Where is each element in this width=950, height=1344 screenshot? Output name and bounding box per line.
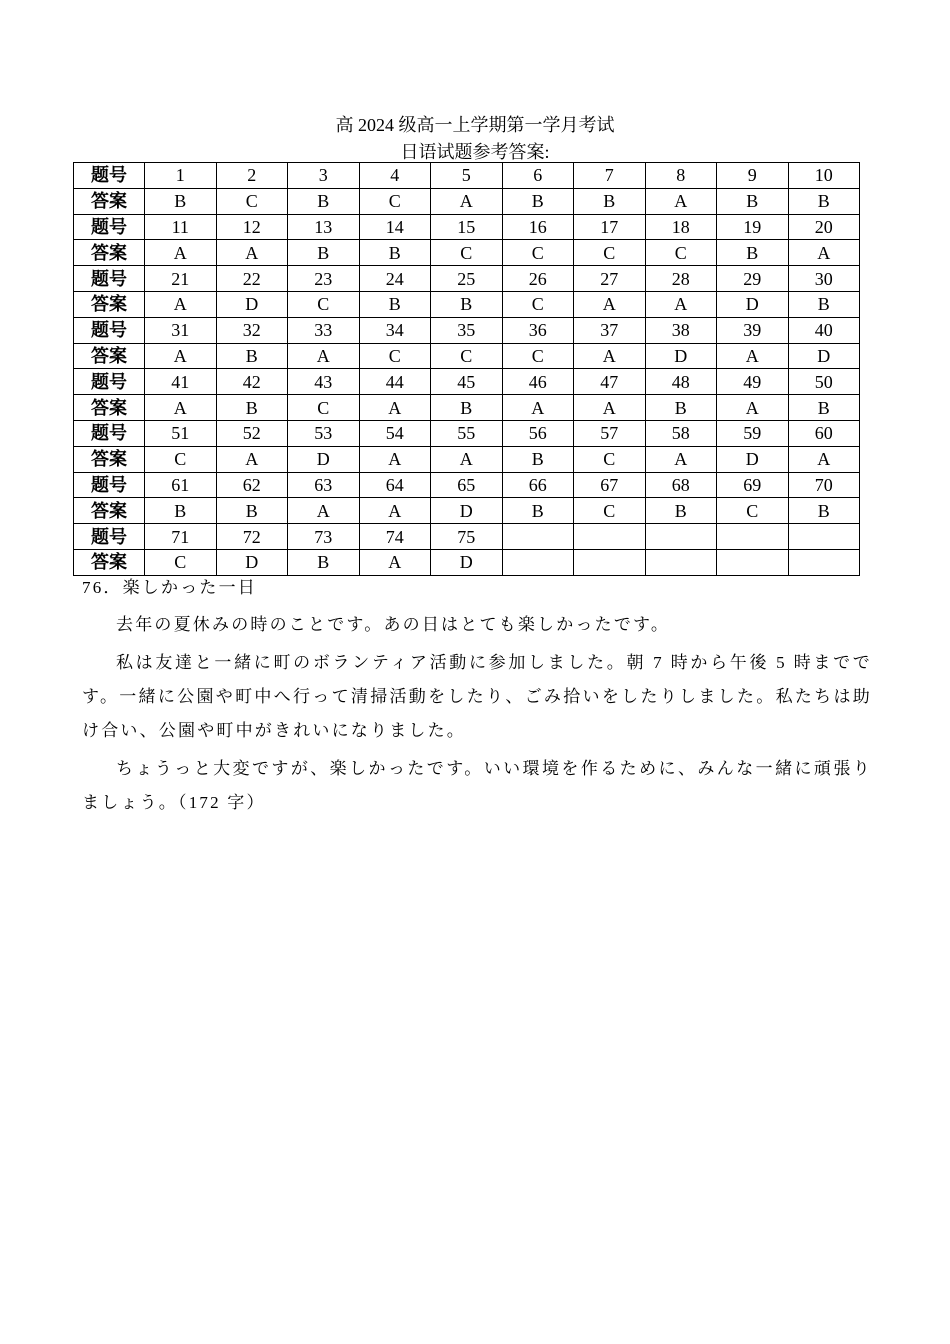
answer-row [74,549,860,575]
answer-cell [645,549,717,575]
answer-cell: B [145,188,217,214]
answer-cell: A [502,395,574,421]
question-number-cell: 62 [216,472,288,498]
question-number-cell: 65 [431,472,503,498]
answer-cell: A [288,343,360,369]
question-number-row [74,420,860,446]
question-number-cell: 74 [359,524,431,550]
answer-cell: A [359,395,431,421]
answer-cell: A [645,446,717,472]
question-number-cell: 60 [788,420,860,446]
question-number-cell: 23 [288,266,360,292]
question-number-cell: 8 [645,163,717,189]
question-number-cell: 67 [574,472,646,498]
answer-cell: B [717,240,789,266]
answer-cell: B [502,498,574,524]
answer-cell: B [216,343,288,369]
question-number-cell: 38 [645,317,717,343]
question-number-row-label: 题号 [74,163,145,189]
question-number-row-label: 题号 [74,420,145,446]
answer-cell: C [431,343,503,369]
answer-cell: B [788,188,860,214]
question-number-cell: 75 [431,524,503,550]
question-number-cell: 14 [359,214,431,240]
question-number-cell: 32 [216,317,288,343]
question-number-row [74,163,860,189]
answer-cell: C [574,498,646,524]
answer-cell: A [431,188,503,214]
page-subtitle: 日语试题参考答案: [400,142,550,162]
answer-cell: B [216,498,288,524]
question-number-cell [574,524,646,550]
question-number-cell: 3 [288,163,360,189]
question-number-cell: 55 [431,420,503,446]
answer-cell: B [431,291,503,317]
question-number-row-label: 题号 [74,266,145,292]
question-number-cell: 31 [145,317,217,343]
answer-row [74,498,860,524]
question-number-row [74,317,860,343]
answer-cell: D [216,291,288,317]
question-number-cell: 58 [645,420,717,446]
answer-cell: B [359,240,431,266]
answer-cell [717,549,789,575]
page-title: 高 2024 级高一上学期第一学月考试 [335,115,615,135]
answer-cell: A [216,446,288,472]
question-number-cell: 50 [788,369,860,395]
question-number-cell: 22 [216,266,288,292]
question-number-row [74,524,860,550]
question-number-cell: 7 [574,163,646,189]
answer-cell: C [574,446,646,472]
answer-row [74,343,860,369]
answer-row-label: 答案 [74,498,145,524]
answer-cell: C [645,240,717,266]
question-number-cell: 47 [574,369,646,395]
question-number-cell: 45 [431,369,503,395]
answer-cell: A [717,343,789,369]
question-number-cell: 29 [717,266,789,292]
answer-cell: D [717,446,789,472]
essay-section [82,576,872,824]
question-number-cell: 1 [145,163,217,189]
question-number-cell: 43 [288,369,360,395]
question-number-cell: 69 [717,472,789,498]
answer-cell: C [431,240,503,266]
answer-cell: B [288,240,360,266]
question-number-cell: 61 [145,472,217,498]
question-number-cell: 57 [574,420,646,446]
question-number-row-label: 题号 [74,214,145,240]
question-number-cell: 52 [216,420,288,446]
question-number-cell: 39 [717,317,789,343]
question-number-cell: 28 [645,266,717,292]
answer-cell: A [288,498,360,524]
answer-cell: A [145,343,217,369]
answer-cell: C [502,291,574,317]
question-number-cell: 10 [788,163,860,189]
question-number-cell: 66 [502,472,574,498]
answer-cell: D [717,291,789,317]
question-number-cell: 2 [216,163,288,189]
answer-cell: C [717,498,789,524]
question-number-cell: 6 [502,163,574,189]
question-number-cell: 30 [788,266,860,292]
question-number-cell: 21 [145,266,217,292]
answer-cell: B [645,395,717,421]
answer-cell: B [788,395,860,421]
question-number-cell: 27 [574,266,646,292]
question-number-cell: 4 [359,163,431,189]
question-number-cell [788,524,860,550]
answer-cell: C [216,188,288,214]
question-number-cell: 40 [788,317,860,343]
question-number-cell: 5 [431,163,503,189]
answer-row [74,395,860,421]
answer-cell: B [502,188,574,214]
question-number-cell: 64 [359,472,431,498]
question-number-cell: 42 [216,369,288,395]
answer-cell: B [288,549,360,575]
question-number-cell: 56 [502,420,574,446]
question-number-cell: 73 [288,524,360,550]
question-number-cell: 34 [359,317,431,343]
answer-cell: A [216,240,288,266]
question-number-cell: 71 [145,524,217,550]
question-number-cell: 44 [359,369,431,395]
essay-paragraph-1: 去年の夏休みの時のことです。あの日はとても楽しかったです。 [116,615,671,634]
answer-cell: A [145,395,217,421]
answer-row-label: 答案 [74,549,145,575]
question-number-cell: 15 [431,214,503,240]
question-number-cell: 51 [145,420,217,446]
question-number-cell: 16 [502,214,574,240]
question-number-cell: 63 [288,472,360,498]
answer-cell: C [288,291,360,317]
answer-row [74,240,860,266]
answer-cell: B [288,188,360,214]
question-number-cell [717,524,789,550]
question-number-cell: 72 [216,524,288,550]
answer-cell: A [788,446,860,472]
answer-cell: D [288,446,360,472]
question-number-cell: 49 [717,369,789,395]
essay-paragraph-3: ちょうっと大変ですが、楽しかったです。いい環境を作るために、みんな一緒に頑張りましょう。（172 字） [82,759,872,812]
question-number-row [74,369,860,395]
question-number-cell: 17 [574,214,646,240]
question-number-row-label: 题号 [74,524,145,550]
essay-paragraph-2: 私は友達と一緒に町のボランティア活動に参加しました。朝 7 時から午後 5 時までです。一緒に公園や町中へ行って清掃活動をしたり、ごみ拾いをしたりしました。私たちは助け合い、公園や町中がきれいになりました。 [82,653,872,740]
answer-cell: D [431,498,503,524]
question-number-cell: 48 [645,369,717,395]
answer-cell: C [288,395,360,421]
question-number-row-label: 题号 [74,369,145,395]
answer-cell: B [359,291,431,317]
answer-cell: A [574,343,646,369]
answer-cell: C [359,188,431,214]
answer-cell: B [717,188,789,214]
question-number-cell: 19 [717,214,789,240]
answer-cell: B [645,498,717,524]
question-number-cell: 11 [145,214,217,240]
answer-row-label: 答案 [74,291,145,317]
answer-cell: D [788,343,860,369]
answer-cell: B [788,291,860,317]
answer-cell: C [502,343,574,369]
question-number-row [74,214,860,240]
answer-row-label: 答案 [74,343,145,369]
answer-cell: A [359,498,431,524]
answer-cell: B [216,395,288,421]
question-number-cell: 33 [288,317,360,343]
answer-row-label: 答案 [74,446,145,472]
question-number-cell [645,524,717,550]
question-number-cell: 70 [788,472,860,498]
answer-cell [574,549,646,575]
answer-cell: A [574,291,646,317]
question-number-cell: 25 [431,266,503,292]
question-number-cell [502,524,574,550]
essay-heading: 76．楽しかった一日 [82,578,257,597]
answer-cell: A [645,291,717,317]
question-number-row-label: 题号 [74,472,145,498]
answer-cell: B [145,498,217,524]
answer-cell: B [502,446,574,472]
answer-row-label: 答案 [74,188,145,214]
answer-cell: A [788,240,860,266]
question-number-cell: 24 [359,266,431,292]
answer-cell: D [645,343,717,369]
question-number-cell: 53 [288,420,360,446]
answer-cell: A [431,446,503,472]
answer-row [74,446,860,472]
answer-cell: C [574,240,646,266]
answer-row [74,188,860,214]
question-number-row-label: 题号 [74,317,145,343]
question-number-row [74,266,860,292]
answer-cell: A [645,188,717,214]
answer-cell [502,549,574,575]
answer-cell: C [145,549,217,575]
question-number-cell: 54 [359,420,431,446]
answer-cell: A [145,291,217,317]
answer-row-label: 答案 [74,240,145,266]
question-number-cell: 9 [717,163,789,189]
answer-table [73,162,860,576]
answer-cell: B [788,498,860,524]
answer-cell: D [216,549,288,575]
question-number-cell: 36 [502,317,574,343]
question-number-cell: 59 [717,420,789,446]
question-number-cell: 18 [645,214,717,240]
question-number-cell: 13 [288,214,360,240]
answer-row-label: 答案 [74,395,145,421]
answer-cell: A [145,240,217,266]
question-number-cell: 41 [145,369,217,395]
answer-cell: D [431,549,503,575]
question-number-cell: 20 [788,214,860,240]
answer-cell: C [145,446,217,472]
question-number-cell: 35 [431,317,503,343]
answer-cell [788,549,860,575]
answer-row [74,291,860,317]
answer-cell: B [574,188,646,214]
answer-cell: C [502,240,574,266]
question-number-cell: 68 [645,472,717,498]
question-number-cell: 26 [502,266,574,292]
answer-cell: A [717,395,789,421]
answer-cell: A [574,395,646,421]
question-number-cell: 37 [574,317,646,343]
answer-cell: A [359,446,431,472]
answer-cell: B [431,395,503,421]
question-number-cell: 46 [502,369,574,395]
question-number-cell: 12 [216,214,288,240]
question-number-row [74,472,860,498]
answer-cell: A [359,549,431,575]
answer-cell: C [359,343,431,369]
